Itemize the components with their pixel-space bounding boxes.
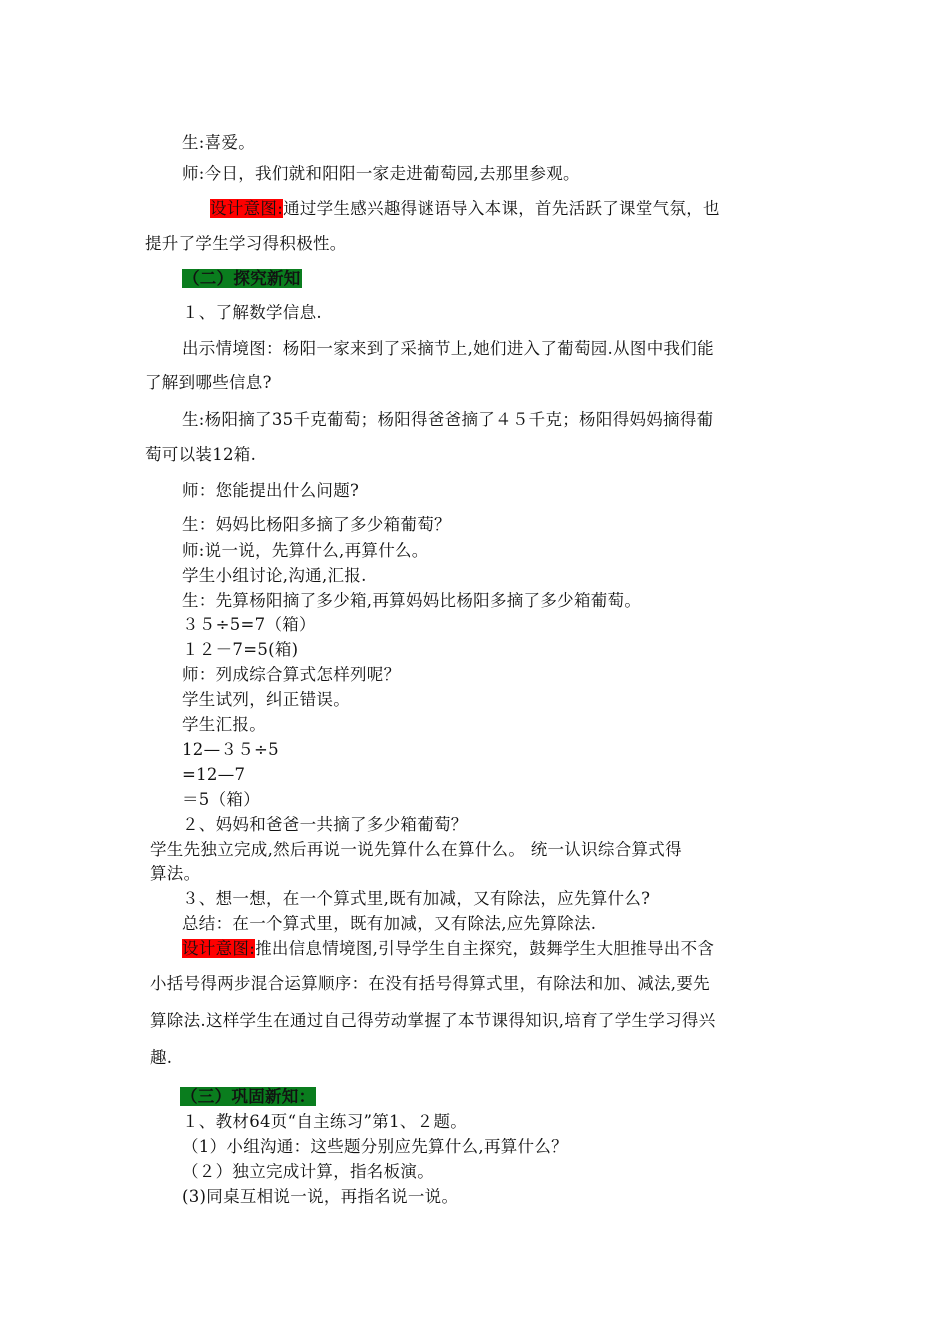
paragraph-summary: 总结：在一个算式里，既有加减，又有除法,应先算除法. [182, 914, 597, 933]
section-heading-consolidate [180, 1085, 316, 1109]
paragraph-student-info-continued: 萄可以装12箱. [145, 445, 257, 464]
design-intent-1 [210, 197, 720, 221]
sub-item-1: （1）小组沟通：这些题分别应先算什么,再算什么？ [182, 1137, 568, 1156]
design-intent-text: 推出信息情境图,引导学生自主探究，鼓舞学生大胆推导出不含 [255, 939, 715, 958]
paragraph-independent-work: 学生先独立完成,然后再说一说先算什么在算什么。 统一认识综合算式得 [150, 840, 682, 859]
equation-combined-2: =12—7 [182, 765, 246, 784]
list-item-1: １、了解数学信息. [182, 303, 322, 322]
list-item-2: ２、妈妈和爸爸一共摘了多少箱葡萄？ [182, 815, 468, 834]
list-item-3: ３、想一想，在一个算式里,既有加减，又有除法，应先算什么? [182, 889, 651, 908]
equation-step-1: ３５÷5=7（箱） [182, 615, 316, 634]
paragraph-student-question: 生：妈妈比杨阳多摘了多少箱葡萄？ [182, 515, 451, 534]
sub-item-3: (3)同桌互相说一说，再指名说一说。 [182, 1187, 459, 1206]
design-intent-1-continued: 提升了学生学习得积极性。 [145, 234, 347, 253]
design-intent-label: 设计意图: [210, 199, 284, 218]
paragraph-scenario: 出示情境图：杨阳一家来到了采摘节上,她们进入了葡萄园.从图中我们能 [182, 339, 714, 358]
paragraph-independent-work-continued: 算法。 [150, 864, 201, 883]
paragraph-student-try: 学生试列，纠正错误。 [182, 690, 350, 709]
list-item-textbook: １、教材64页“自主练习”第1、２题。 [182, 1112, 468, 1131]
paragraph-teacher-combined: 师：列成综合算式怎样列呢？ [182, 665, 401, 684]
paragraph-student-method: 生：先算杨阳摘了多少箱,再算妈妈比杨阳多摘了多少箱葡萄。 [182, 591, 642, 610]
section-heading-label: （二）探究新知 [183, 269, 301, 288]
paragraph-student-report: 学生汇报。 [182, 715, 266, 734]
design-intent-2 [182, 937, 714, 961]
equation-step-2: １２－7=5(箱) [182, 640, 299, 659]
paragraph-student-info: 生:杨阳摘了35千克葡萄；杨阳得爸爸摘了４５千克；杨阳得妈妈摘得葡 [182, 410, 714, 429]
section-heading-explore [182, 267, 302, 291]
design-intent-label: 设计意图: [182, 939, 256, 958]
equation-combined-3: ＝5（箱） [182, 790, 260, 809]
paragraph-teacher-question: 师：您能提出什么问题? [182, 481, 360, 500]
design-intent-2-line-3: 算除法.这样学生在通过自己得劳动掌握了本节课得知识,培育了学生学习得兴 [150, 1011, 716, 1030]
paragraph-scenario-continued: 了解到哪些信息? [145, 373, 272, 392]
equation-combined-1: 12—３５÷5 [182, 740, 279, 759]
paragraph-student-reply: 生:喜爱。 [182, 133, 256, 152]
paragraph-teacher-prompt: 师:说一说，先算什么,再算什么。 [182, 541, 429, 560]
sub-item-2: （２）独立完成计算，指名板演。 [182, 1162, 434, 1181]
paragraph-teacher-intro: 师:今日，我们就和阳阳一家走进葡萄园,去那里参观。 [182, 164, 580, 183]
section-heading-label: （三）巩固新知： [181, 1087, 316, 1106]
design-intent-2-line-2: 小括号得两步混合运算顺序：在没有括号得算式里，有除法和加、减法,要先 [150, 974, 710, 993]
design-intent-2-line-4: 趣. [150, 1048, 173, 1067]
design-intent-text: 通过学生感兴趣得谜语导入本课，首先活跃了课堂气氛，也 [283, 199, 720, 218]
paragraph-group-discussion: 学生小组讨论,沟通,汇报. [182, 566, 367, 585]
